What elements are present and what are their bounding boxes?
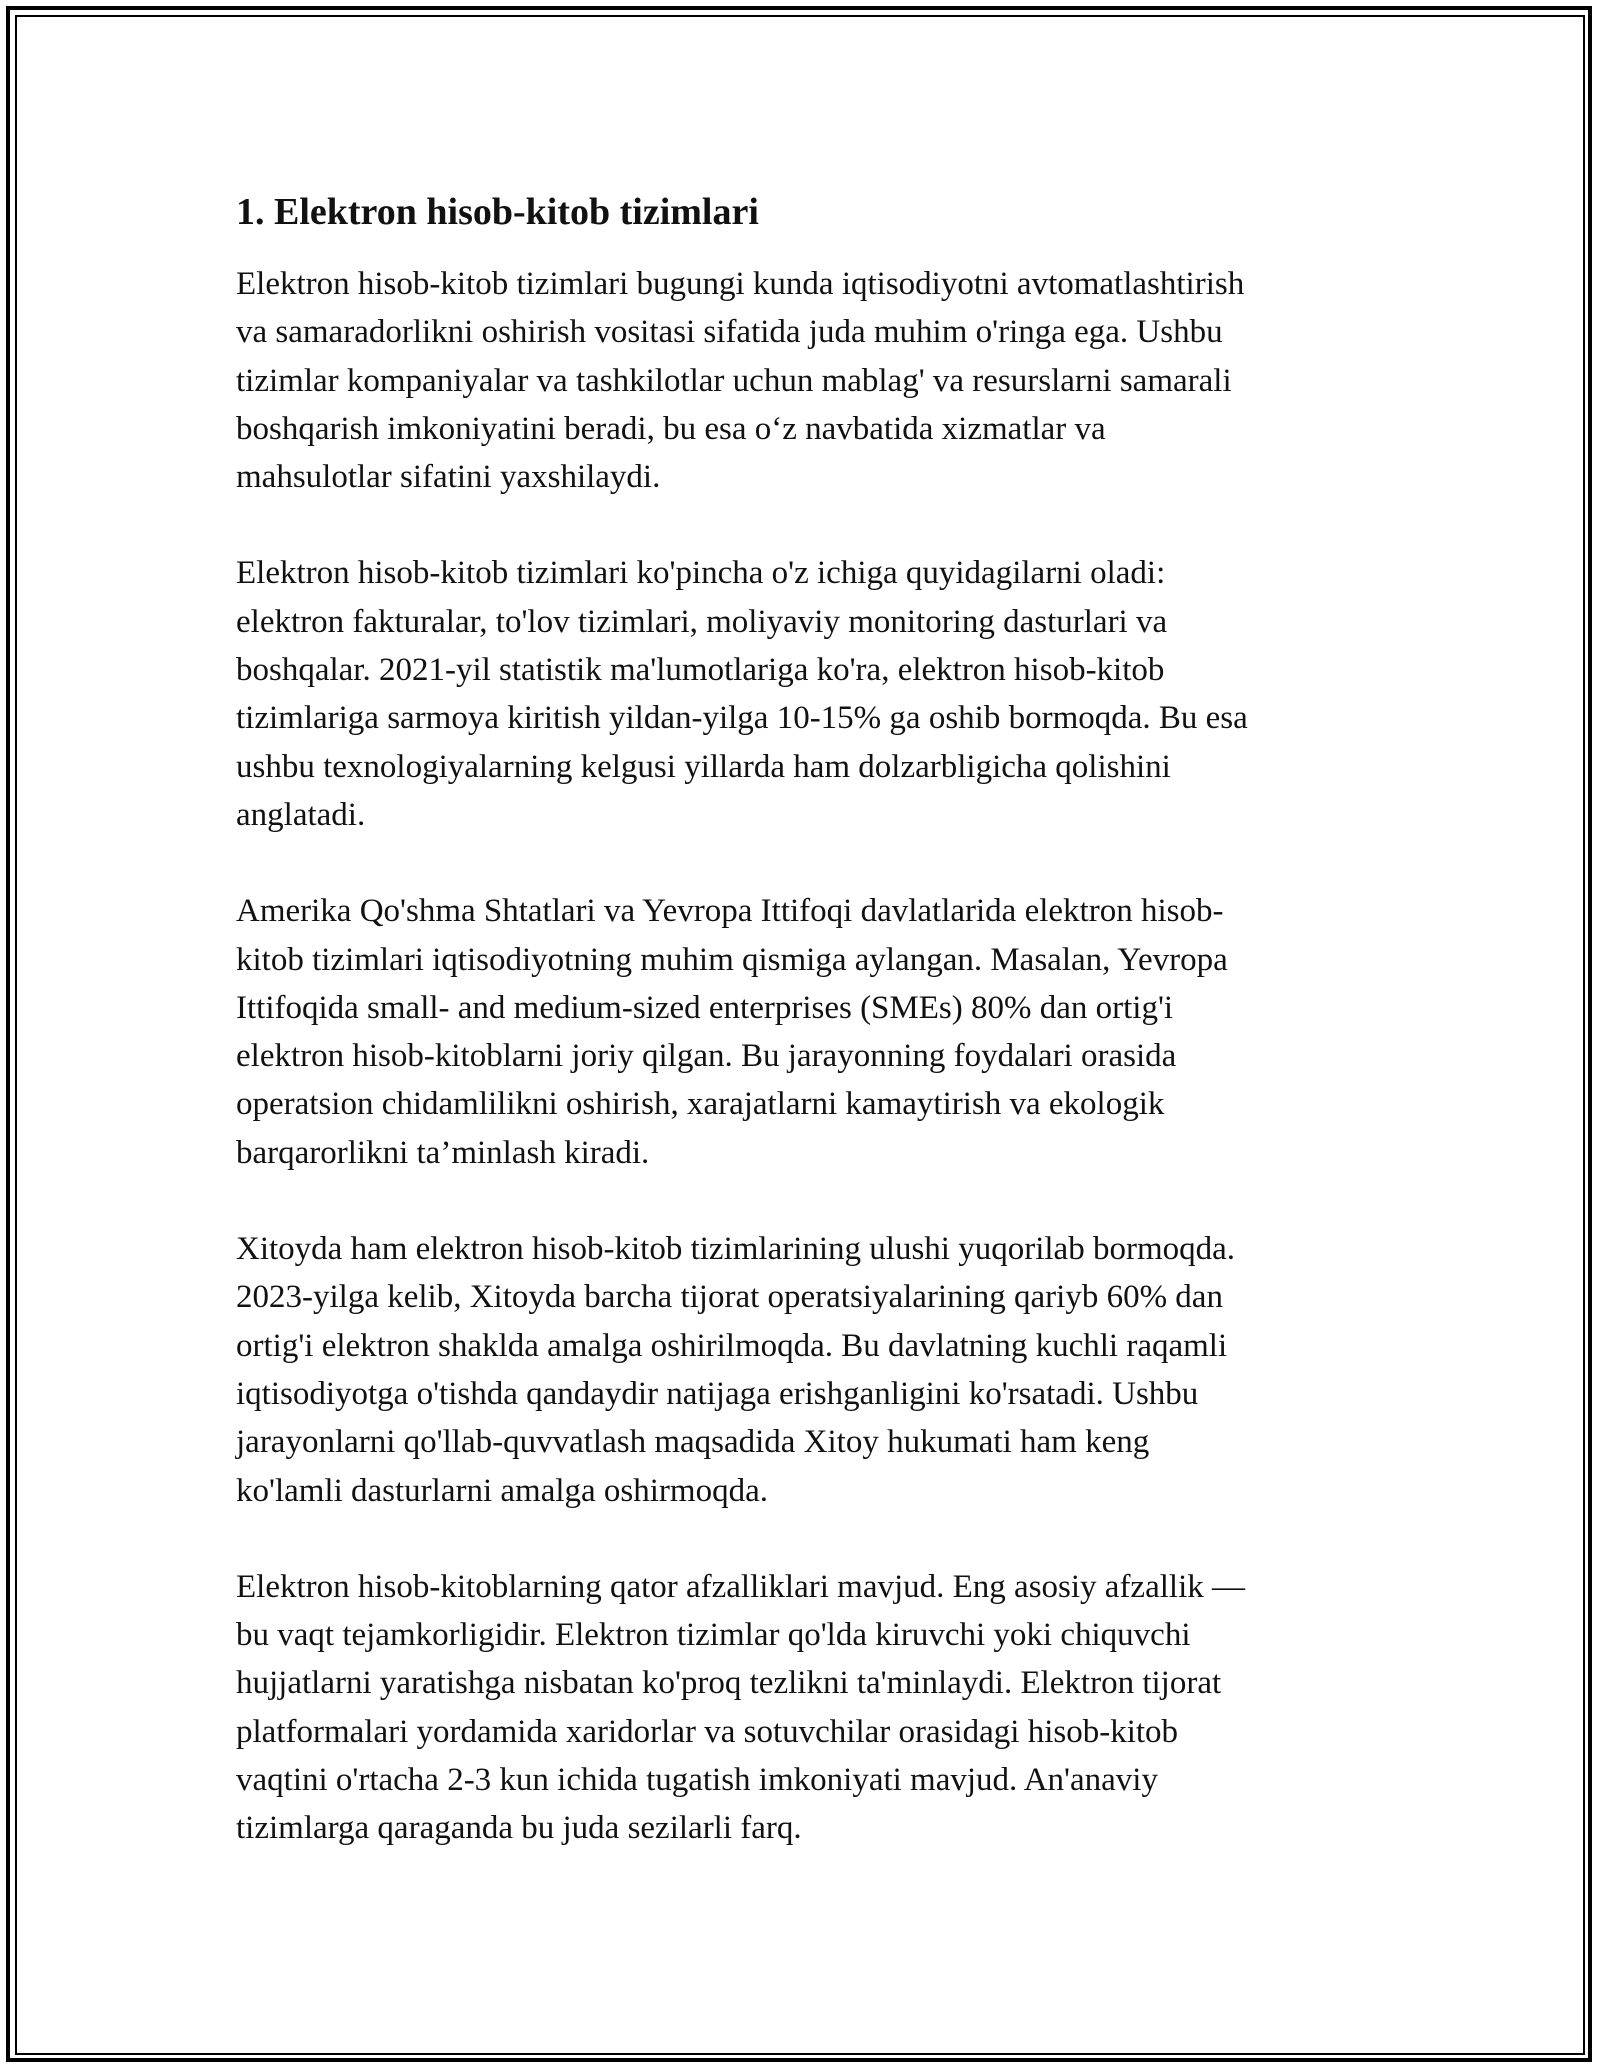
text-line: va samaradorlikni oshirish vositasi sifatida juda muhim o'ringa ega. Ushbu (236, 314, 1223, 351)
text-line: ushbu texnologiyalarning kelgusi yillarda ham dolzarbligicha qolishini (236, 748, 1171, 785)
text-line: ortig'i elektron shaklda amalga oshirilmoqda. Bu davlatning kuchli raqamli (236, 1327, 1228, 1364)
text-line: vaqtini o'rtacha 2-3 kun ichida tugatish imkoniyati mavjud. An'anaviy (236, 1762, 1158, 1799)
document-body (236, 188, 1366, 1901)
paragraph-5 (236, 1563, 1366, 1853)
text-line: elektron fakturalar, to'lov tizimlari, moliyaviy monitoring dasturlari va (236, 603, 1168, 640)
text-line: Elektron hisob-kitob tizimlari ko'pincha o'z ichiga quyidagilarni oladi: (236, 555, 1166, 592)
paragraph-2 (236, 549, 1366, 839)
text-line: Xitoyda ham elektron hisob-kitob tizimlarining ulushi yuqorilab bormoqda. (236, 1231, 1236, 1268)
text-line: Amerika Qo'shma Shtatlari va Yevropa Ittifoqi davlatlarida elektron hisob- (236, 893, 1224, 930)
text-line: tizimlarga qaraganda bu juda sezilarli farq. (236, 1810, 802, 1847)
text-line: bu vaqt tejamkorligidir. Elektron tizimlar qo'lda kiruvchi yoki chiquvchi (236, 1617, 1191, 1654)
text-line: operatsion chidamlilikni oshirish, xarajatlarni kamaytirish va ekologik (236, 1086, 1165, 1123)
text-line: tizimlariga sarmoya kiritish yildan-yilga 10-15% ga oshib bormoqda. Bu esa (236, 700, 1248, 737)
section-heading: 1. Elektron hisob-kitob tizimlari (236, 191, 759, 233)
text-line: kitob tizimlari iqtisodiyotning muhim qismiga aylangan. Masalan, Yevropa (236, 941, 1228, 978)
text-line: anglatadi. (236, 796, 366, 833)
text-line: ko'lamli dasturlarni amalga oshirmoqda. (236, 1472, 768, 1509)
text-line: elektron hisob-kitoblarni joriy qilgan. Bu jarayonning foydalari orasida (236, 1038, 1177, 1075)
text-line: platformalari yordamida xaridorlar va sotuvchilar orasidagi hisob-kitob (236, 1713, 1179, 1750)
text-line: tizimlar kompaniyalar va tashkilotlar uchun mablag' va resurslarni samarali (236, 362, 1232, 399)
text-line: jarayonlarni qo'llab-quvvatlash maqsadida Xitoy hukumati ham keng (236, 1424, 1150, 1461)
text-line: Elektron hisob-kitob tizimlari bugungi kunda iqtisodiyotni avtomatlashtirish (236, 266, 1245, 302)
paragraph-4 (236, 1225, 1366, 1515)
text-line: 2023-yilga kelib, Xitoyda barcha tijorat operatsiyalarining qariyb 60% dan (236, 1279, 1223, 1316)
text-line: mahsulotlar sifatini yaxshilaydi. (236, 459, 661, 496)
text-line: boshqarish imkoniyatini beradi, bu esa o‘z navbatida xizmatlar va (236, 410, 1106, 447)
paragraph-3 (236, 887, 1366, 1177)
text-line: Ittifoqida small- and medium-sized enterprises (SMEs) 80% dan ortig'i (236, 989, 1174, 1026)
text-line: boshqalar. 2021-yil statistik ma'lumotlariga ko'ra, elektron hisob-kitob (236, 652, 1165, 689)
text-line: iqtisodiyotga o'tishda qandaydir natijaga erishganligini ko'rsatadi. Ushbu (236, 1375, 1199, 1412)
text-line: barqarorlikni ta’minlash kiradi. (236, 1134, 650, 1171)
text-line: hujjatlarni yaratishga nisbatan ko'proq tezlikni ta'minlaydi. Elektron tijorat (236, 1665, 1222, 1702)
paragraph-1 (236, 260, 1366, 501)
text-line: Elektron hisob-kitoblarning qator afzalliklari mavjud. Eng asosiy afzallik — (236, 1568, 1245, 1605)
